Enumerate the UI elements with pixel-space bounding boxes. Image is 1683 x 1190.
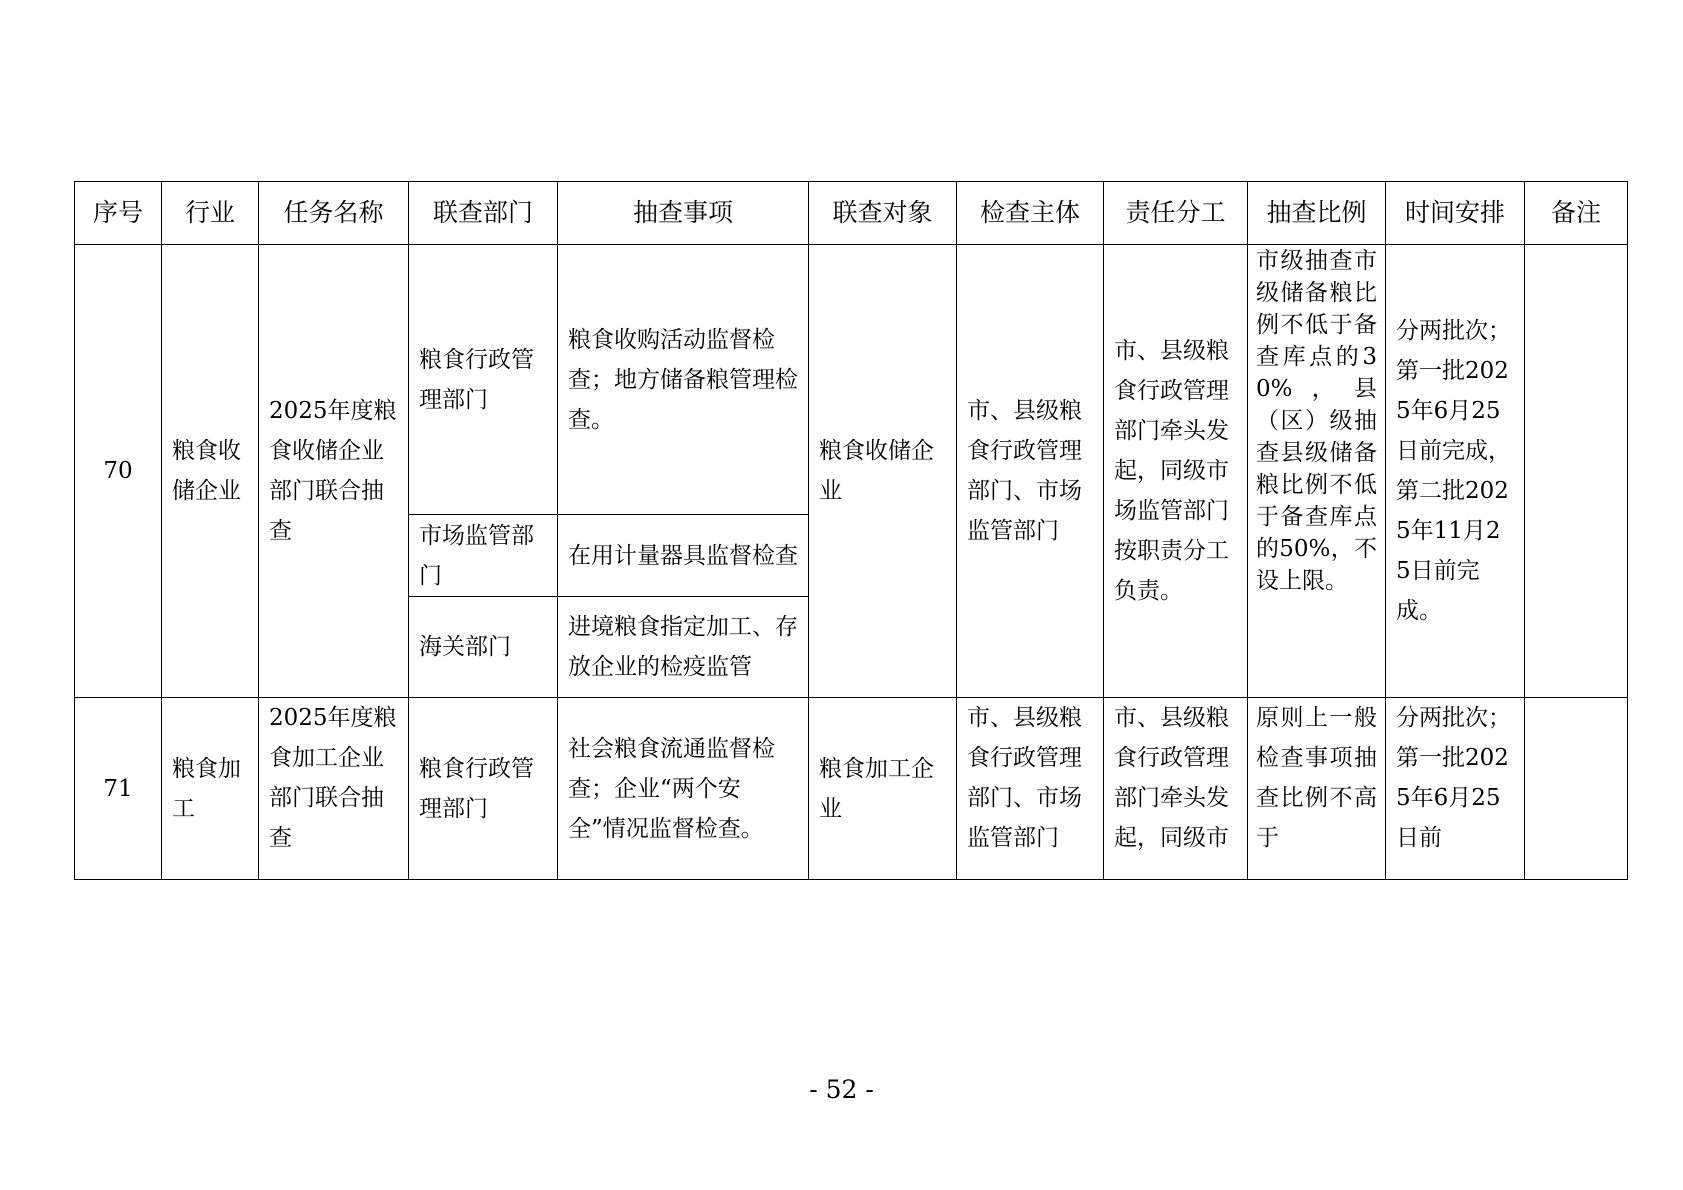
col-header-ratio: 抽查比例 (1248, 182, 1386, 245)
col-header-department: 联查部门 (409, 182, 558, 245)
department-cell: 海关部门 (409, 597, 558, 698)
department-cell: 粮食行政管理部门 (409, 245, 558, 515)
items-cell: 在用计量器具监督检查 (558, 515, 809, 597)
page-number: - 52 - (809, 1075, 874, 1104)
ratio-cell: 原则上一般检查事项抽查比例不高于 (1248, 698, 1386, 880)
duty-cell: 市、县级粮食行政管理部门牵头发起，同级市场监管部门按职责分工负责。 (1104, 245, 1248, 698)
col-header-task: 任务名称 (259, 182, 409, 245)
seq-cell: 70 (75, 245, 162, 698)
header-row (75, 182, 1628, 245)
task-cell: 2025年度粮食收储企业部门联合抽查 (259, 245, 409, 698)
target-cell: 粮食收储企业 (809, 245, 957, 698)
col-header-duty: 责任分工 (1104, 182, 1248, 245)
items-cell: 粮食收购活动监督检查；地方储备粮管理检查。 (558, 245, 809, 515)
col-header-items: 抽查事项 (558, 182, 809, 245)
industry-cell: 粮食加工 (162, 698, 259, 880)
col-header-target: 联查对象 (809, 182, 957, 245)
table-row (75, 698, 1628, 880)
task-cell: 2025年度粮食加工企业部门联合抽查 (259, 698, 409, 880)
col-header-remark: 备注 (1525, 182, 1628, 245)
duty-cell: 市、县级粮食行政管理部门牵头发起，同级市 (1104, 698, 1248, 880)
target-cell: 粮食加工企业 (809, 698, 957, 880)
col-header-seq: 序号 (75, 182, 162, 245)
industry-cell: 粮食收储企业 (162, 245, 259, 698)
table-row (75, 245, 1628, 515)
department-cell: 市场监管部门 (409, 515, 558, 597)
remark-cell (1525, 245, 1628, 698)
subject-cell: 市、县级粮食行政管理部门、市场监管部门 (957, 245, 1104, 698)
subject-cell: 市、县级粮食行政管理部门、市场监管部门 (957, 698, 1104, 880)
seq-cell: 71 (75, 698, 162, 880)
col-header-industry: 行业 (162, 182, 259, 245)
inspection-table (74, 181, 1628, 880)
schedule-cell: 分两批次；第一批2025年6月25日前 (1386, 698, 1525, 880)
items-cell: 进境粮食指定加工、存放企业的检疫监管 (558, 597, 809, 698)
remark-cell (1525, 698, 1628, 880)
items-cell: 社会粮食流通监督检查；企业“两个安全”情况监督检查。 (558, 698, 809, 880)
schedule-cell: 分两批次；第一批2025年6月25日前完成，第二批2025年11月25日前完成。 (1386, 245, 1525, 698)
col-header-schedule: 时间安排 (1386, 182, 1525, 245)
department-cell: 粮食行政管理部门 (409, 698, 558, 880)
ratio-cell: 市级抽查市级储备粮比例不低于备查库点的30%，县（区）级抽查县级储备粮比例不低于备查库点的50%，不设上限。 (1248, 245, 1386, 698)
col-header-subject: 检查主体 (957, 182, 1104, 245)
